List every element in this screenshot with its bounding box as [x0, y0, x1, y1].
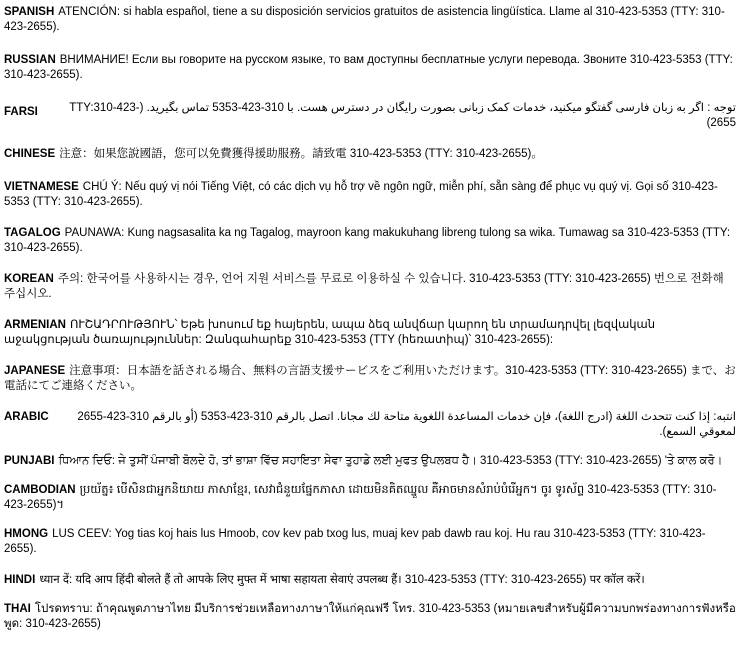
- language-label: PUNJABI: [4, 455, 55, 467]
- language-label: CHINESE: [4, 148, 56, 160]
- entry-hindi: [4, 573, 736, 588]
- language-assistance-notice: [4, 5, 736, 632]
- entry-russian: [4, 53, 736, 83]
- language-label: JAPANESE: [4, 365, 66, 377]
- language-label: RUSSIAN: [4, 54, 56, 66]
- language-label: VIETNAMESE: [4, 181, 79, 193]
- entry-korean: [4, 272, 736, 302]
- notice-text: انتبه: إذا كنت تتحدث اللغة (ادرج اللغة)، فإن خدمات المساعدة اللغوية متاحة لك مجانا. اتصل بالرقم 310-423-5353 (أو بالرقم 310-423-2655 لمعوقي السمع).: [77, 411, 736, 438]
- language-label: KOREAN: [4, 273, 54, 285]
- notice-text: 주의: 한국어를 사용하시는 경우, 언어 지원 서비스를 무료로 이용하실 수 있습니다. 310-423-5353 (TTY: 310-423-2655) 번으로 전화해 주십시오.: [4, 273, 724, 300]
- language-label: TAGALOG: [4, 227, 61, 239]
- entry-cambodian: [4, 483, 736, 513]
- notice-text: ਧਿਆਨ ਦਿਓ: ਜੇ ਤੁਸੀਂ ਪੰਜਾਬੀ ਬੋਲਦੇ ਹੋ, ਤਾਂ ਭਾਸ਼ਾ ਵਿੱਚ ਸਹਾਇਤਾ ਸੇਵਾ ਤੁਹਾਡੇ ਲਈ ਮੁਫਤ ਉਪਲਬਧ ਹੈ। 310-423-5353 (TTY: 310-423-2655) 'ਤੇ ਕਾਲ ਕਰੋ।: [58, 455, 723, 467]
- entry-thai: [4, 602, 736, 632]
- notice-text: โปรดทราบ: ถ้าคุณพูดภาษาไทย มีบริการช่วยเหลือทางภาษาให้แก่คุณฟรี โทร. 310-423-5353 (หมายเลขสำหรับผู้มีความบกพร่องทางการฟังหรือพูด: 310-423-2655): [4, 603, 736, 630]
- entry-japanese: [4, 364, 736, 394]
- notice-text: CHÚ Ý: Nếu quý vị nói Tiếng Việt, có các dịch vụ hỗ trợ về ngôn ngữ, miễn phí, sẵn sàng để phục vụ quý vị. Gọi số 310-423-5353 (TTY: 310-423-2655).: [4, 181, 718, 208]
- notice-text: ប្រយ័ត្ន៖ បើសិនជាអ្នកនិយាយ ភាសាខ្មែរ, សេវាជំនួយផ្នែកភាសា ដោយមិនគិតឈ្នួល គឺអាចមានសំរាប់បំរើអ្នក។ ចូរ ទូរស័ព្ទ 310-423-5353 (TTY: 310-423-2655)។: [4, 484, 717, 511]
- language-label: CAMBODIAN: [4, 484, 76, 496]
- entry-tagalog: [4, 226, 736, 256]
- notice-text: 注意：如果您說國語，您可以免費獲得援助服務。請致電 310-423-5353 (TTY: 310-423-2655)。: [59, 148, 543, 160]
- language-label: FARSI: [4, 106, 38, 118]
- language-label: ARABIC: [4, 411, 49, 423]
- entry-farsi: [4, 101, 736, 131]
- notice-text: ATENCIÓN: si habla español, tiene a su disposición servicios gratuitos de asistencia lingüística. Llame al 310-423-5353 (TTY: 310-423-2655).: [4, 6, 725, 33]
- entry-spanish: [4, 5, 736, 35]
- entry-chinese: [4, 147, 736, 162]
- language-label: HINDI: [4, 574, 36, 586]
- language-label: ARMENIAN: [4, 319, 66, 331]
- notice-text: PAUNAWA: Kung nagsasalita ka ng Tagalog, mayroon kang makukuhang libreng tulong sa wika. Tumawag sa 310-423-5353 (TTY: 310-423-2655).: [4, 227, 731, 254]
- entry-armenian: [4, 318, 736, 348]
- notice-text: توجه : اگر به زبان فارسی گفتگو میکنید، خدمات کمک زبانی بصورت رایگان در دسترس هست. با 310-423-5353 تماس بگیرید. (TTY:310-423-2655): [69, 102, 736, 129]
- entry-vietnamese: [4, 180, 736, 210]
- language-label: HMONG: [4, 528, 49, 540]
- notice-text: LUS CEEV: Yog tias koj hais lus Hmoob, cov kev pab txog lus, muaj kev pab dawb rau koj. Hu rau 310-423-5353 (TTY: 310-423-2655).: [4, 528, 706, 555]
- notice-text: 注意事項：日本語を話される場合、無料の言語支援サービスをご利用いただけます。310-423-5353 (TTY: 310-423-2655) まで、お電話にてご連絡ください。: [4, 365, 736, 392]
- entry-arabic: [4, 410, 736, 440]
- entry-punjabi: [4, 454, 736, 469]
- notice-text: ВНИМАНИЕ! Если вы говорите на русском языке, то вам доступны бесплатные услуги перевода. Звоните 310-423-5353 (TTY: 310-423-2655).: [4, 54, 733, 81]
- language-label: THAI: [4, 603, 31, 615]
- language-label: SPANISH: [4, 6, 55, 18]
- notice-text: ՈՒՇԱԴՐՈՒԹՅՈՒՆ՝ Եթե խոսում եք հայերեն, ապա ձեզ անվճար կարող են տրամադրվել լեզվական աջակցության ծառայություններ: Զանգահարեք 310-423-5353 (TTY (հեռատիպ)՝ 310-423-2655):: [4, 319, 656, 346]
- notice-text: ध्यान दें: यदि आप हिंदी बोलते हैं तो आपके लिए मुफ्त में भाषा सहायता सेवाएं उपलब्ध हैं। 310-423-5353 (TTY: 310-423-2655) पर कॉल करें।: [39, 574, 645, 586]
- entry-hmong: [4, 527, 736, 557]
